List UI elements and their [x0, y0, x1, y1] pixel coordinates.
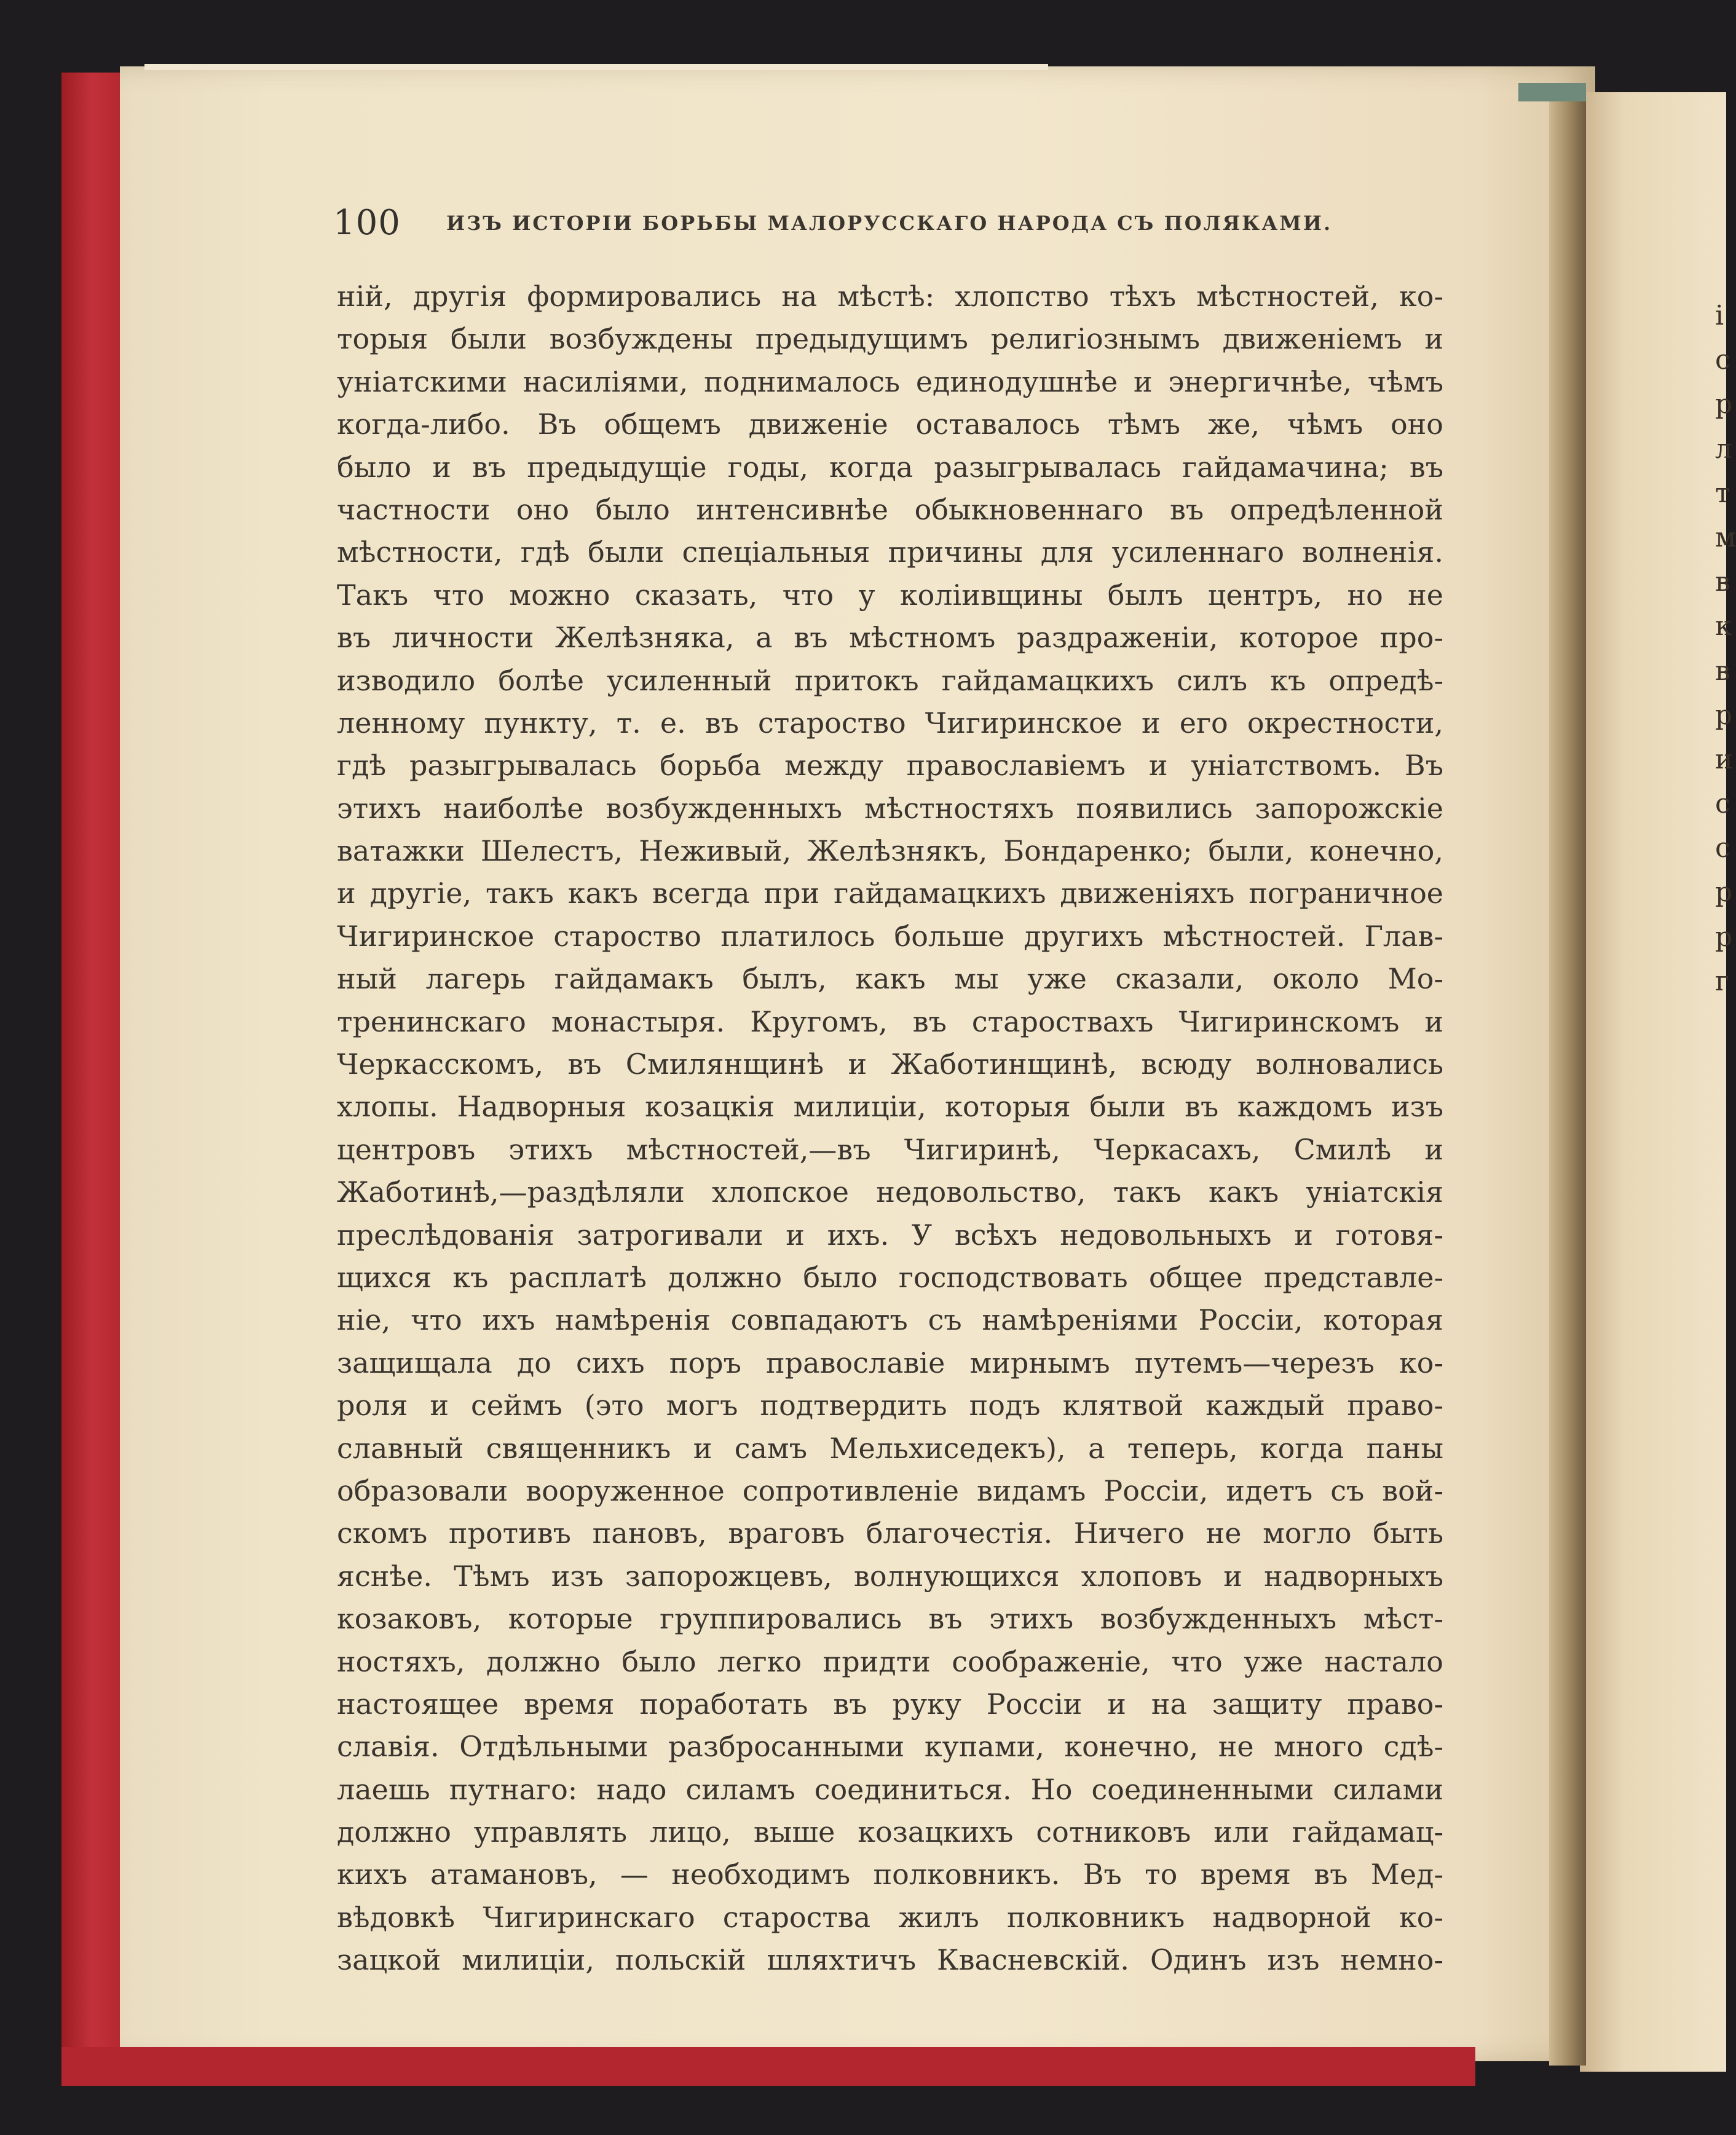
- text-line: хлопы. Надворныя козацкія милиціи, которыя были въ каждомъ изъ: [337, 1090, 1443, 1124]
- text-line: лаешь путнаго: надо силамъ соединиться. Но соединенными силами: [337, 1772, 1443, 1806]
- text-line: изводило болѣе усиленный притокъ гайдамацкихъ силъ къ опредѣ-: [337, 663, 1443, 697]
- edge-letter: с: [1715, 788, 1730, 820]
- text-line: и другіе, такъ какъ всегда при гайдамацкихъ движеніяхъ пограничное: [337, 877, 1443, 910]
- edge-letter: і: [1715, 300, 1724, 331]
- text-line: Черкасскомъ, въ Смилянщинѣ и Жаботинщинѣ, всюду волновались: [337, 1048, 1443, 1081]
- text-line: защищала до сихъ поръ православіе мирнымъ путемъ—черезъ ко-: [337, 1346, 1443, 1379]
- text-line: когда-либо. Въ общемъ движеніе оставалось тѣмъ же, чѣмъ оно: [337, 408, 1443, 441]
- page-header: [333, 203, 1501, 252]
- edge-letter: м: [1715, 521, 1736, 553]
- running-head: ИЗЪ ИСТОРІИ БОРЬБЫ МАЛОРУССКАГО НАРОДА СЪ ПОЛЯКАМИ.: [446, 211, 1333, 235]
- text-line: гдѣ разыгрывалась борьба между православіемъ и уніатствомъ. Въ: [337, 749, 1443, 783]
- edge-letter: в: [1715, 566, 1730, 598]
- text-line: скомъ противъ пановъ, враговъ благочестія. Ничего не могло быть: [337, 1517, 1443, 1550]
- text-line: козаковъ, которые группировались въ этихъ возбужденныхъ мѣст-: [337, 1602, 1443, 1636]
- text-line: было и въ предыдущіе годы, когда разыгрывалась гайдамачина; въ: [337, 450, 1443, 484]
- book-gutter: [1549, 86, 1586, 2066]
- edge-letter: в: [1715, 655, 1730, 687]
- text-line: ностяхъ, должно было легко придти соображеніе, что уже настало: [337, 1644, 1443, 1678]
- text-line: ній, другія формировались на мѣстѣ: хлопство тѣхъ мѣстностей, ко-: [337, 280, 1443, 313]
- edge-letter: и: [1715, 743, 1734, 775]
- text-line: торыя были возбуждены предыдущимъ религіознымъ движеніемъ и: [337, 322, 1443, 356]
- text-line: ный лагерь гайдамакъ былъ, какъ мы уже сказали, около Мо-: [337, 962, 1443, 996]
- text-line: центровъ этихъ мѣстностей,—въ Чигиринѣ, Черкасахъ, Смилѣ и: [337, 1132, 1443, 1166]
- gutter-ribbon: [1518, 83, 1586, 101]
- text-line: этихъ наиболѣе возбужденныхъ мѣстностяхъ появились запорожскіе: [337, 791, 1443, 825]
- edge-letter: к: [1715, 610, 1732, 642]
- text-line: Такъ что можно сказать, что у коліивщины былъ центръ, но не: [337, 578, 1443, 612]
- edge-letter: р: [1715, 389, 1733, 420]
- text-line: вѣдовкѣ Чигиринскаго староства жилъ полковникъ надворной ко-: [337, 1900, 1443, 1934]
- text-line: уніатскими насиліями, поднималось единодушнѣе и энергичнѣе, чѣмъ: [337, 365, 1443, 398]
- edge-letter: т: [1715, 477, 1730, 509]
- text-line: кихъ атамановъ, — необходимъ полковникъ. Въ то время въ Мед-: [337, 1858, 1443, 1892]
- edge-letter: р: [1715, 921, 1733, 953]
- edge-letter: р: [1715, 877, 1733, 909]
- right-page-sliver: [1580, 92, 1736, 2072]
- edge-letter: р: [1715, 699, 1733, 731]
- red-cover-edge: [61, 73, 129, 2086]
- text-line: должно управлять лицо, выше козацкихъ сотниковъ или гайдамац-: [337, 1815, 1443, 1849]
- text-line: роля и сеймъ (это могъ подтвердить подъ клятвой каждый право-: [337, 1389, 1443, 1423]
- edge-letter: г: [1715, 965, 1730, 997]
- text-line: Жаботинѣ,—раздѣляли хлопское недовольство, такъ какъ уніатскія: [337, 1175, 1443, 1209]
- text-line: Чигиринское староство платилось больше другихъ мѣстностей. Глав-: [337, 919, 1443, 953]
- text-line: ніе, что ихъ намѣренія совпадаютъ съ намѣреніями Россіи, которая: [337, 1303, 1443, 1337]
- text-line: щихся къ расплатѣ должно было господствовать общее представле-: [337, 1260, 1443, 1294]
- page-top-edge: [144, 64, 1048, 70]
- red-cover-bottom-edge: [61, 2047, 1475, 2086]
- edge-letter: л: [1715, 433, 1732, 465]
- edge-letter: с: [1715, 344, 1730, 376]
- page-body-text: [337, 275, 1443, 1982]
- right-page-edge-letters: [1715, 294, 1736, 1004]
- text-line: настоящее время поработать въ руку Россіи и на защиту право-: [337, 1687, 1443, 1721]
- text-line: яснѣе. Тѣмъ изъ запорожцевъ, волнующихся хлоповъ и надворныхъ: [337, 1559, 1443, 1593]
- text-line: мѣстности, гдѣ были спеціальныя причины для усиленнаго волненія.: [337, 535, 1443, 569]
- text-line: славный священникъ и самъ Мельхиседекъ), а теперь, когда паны: [337, 1431, 1443, 1465]
- text-line: ленному пункту, т. е. въ староство Чигиринское и его окрестности,: [337, 706, 1443, 740]
- text-line: ватажки Шелестъ, Неживый, Желѣзнякъ, Бондаренко; были, конечно,: [337, 834, 1443, 868]
- text-line: въ личности Желѣзняка, а въ мѣстномъ раздраженіи, которое про-: [337, 621, 1443, 655]
- text-line: преслѣдованія затрогивали и ихъ. У всѣхъ недовольныхъ и готовя-: [337, 1218, 1443, 1252]
- text-line: тренинскаго монастыря. Кругомъ, въ староствахъ Чигиринскомъ и: [337, 1004, 1443, 1038]
- text-line: зацкой милиціи, польскій шляхтичъ Квасневскій. Одинъ изъ немно-: [337, 1943, 1443, 1977]
- text-line: образовали вооруженное сопротивленіе видамъ Россіи, идетъ съ вой-: [337, 1474, 1443, 1507]
- edge-letter: с: [1715, 832, 1730, 864]
- page-number: 100: [333, 203, 401, 243]
- text-line: частности оно было интенсивнѣе обыкновеннаго въ опредѣленной: [337, 492, 1443, 526]
- text-line: славія. Отдѣльными разбросанными купами, конечно, не много сдѣ-: [337, 1730, 1443, 1764]
